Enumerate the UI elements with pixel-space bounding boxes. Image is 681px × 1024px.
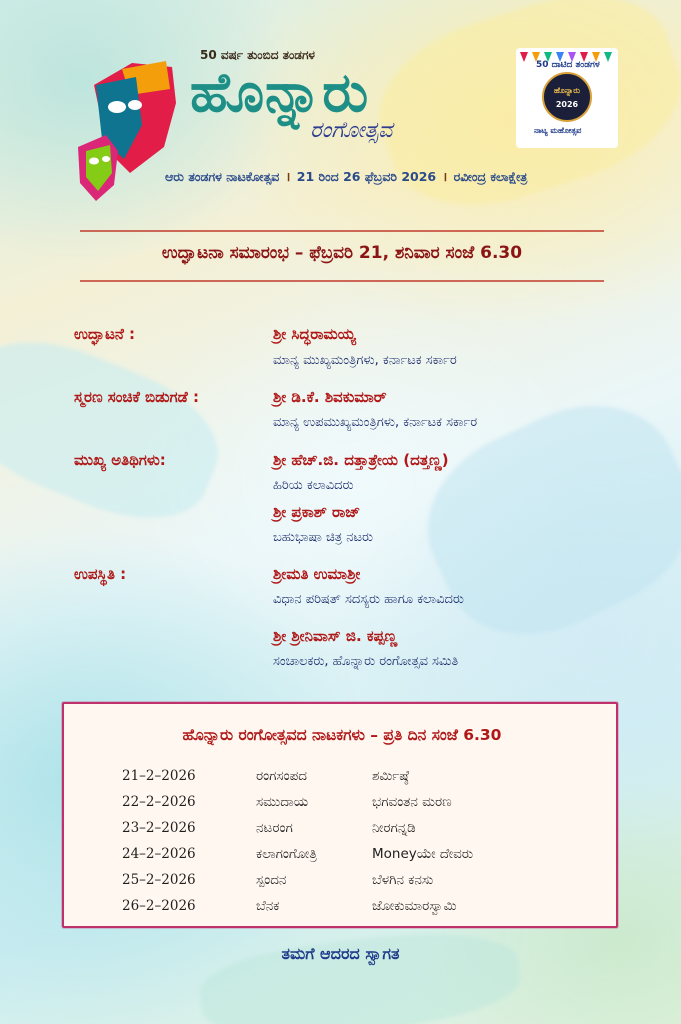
festival-detail-1: 21 ರಿಂದ 26 ಫೆಬ್ರವರಿ 2026 bbox=[296, 169, 437, 184]
guest-role: ಉಪಸ್ಥಿತಿ : bbox=[74, 565, 127, 583]
guest-desc: ಮಾನ್ಯ ಉಪಮುಖ್ಯಮಂತ್ರಿಗಳು, ಕರ್ನಾಟಕ ಸರ್ಕಾರ bbox=[273, 415, 478, 430]
festival-detail-2: ರವೀಂದ್ರ ಕಲಾಕ್ಷೇತ್ರ bbox=[453, 169, 528, 184]
plays-schedule-title: ಹೊನ್ನಾರು ರಂಗೋತ್ಸವದ ನಾಟಕಗಳು – ಪ್ರತಿ ದಿನ ಸಂಜೆ 6.30 bbox=[182, 726, 502, 744]
separator: । bbox=[285, 169, 291, 184]
guest-name: ಶ್ರೀ ಡಿ.ಕೆ. ಶಿವಕುಮಾರ್ bbox=[273, 388, 387, 406]
plays-schedule-box bbox=[62, 702, 618, 928]
play-date: 26–2–2026 bbox=[122, 898, 196, 914]
play-name: Moneyಯೇ ದೇವರು bbox=[372, 846, 474, 862]
play-name: ಭಗವಂತನ ಮರಣ bbox=[372, 794, 452, 810]
header-tagline: 50 ವರ್ಷ ತುಂಬಿದ ತಂಡಗಳ bbox=[200, 48, 315, 62]
paint-stroke bbox=[196, 924, 524, 1024]
welcome-message: ತಮಗೆ ಆದರದ ಸ್ವಾಗತ bbox=[281, 944, 400, 963]
festival-title: ಹೊನ್ನಾರು bbox=[190, 60, 370, 124]
guest-desc: ವಿಧಾನ ಪರಿಷತ್ ಸದಸ್ಯರು ಹಾಗೂ ಕಲಾವಿದರು bbox=[273, 592, 464, 607]
guest-name: ಶ್ರೀ ಪ್ರಕಾಶ್ ರಾಜ್ bbox=[273, 503, 361, 521]
play-date: 25–2–2026 bbox=[122, 872, 196, 888]
play-troupe: ಬೆನಕ bbox=[256, 898, 280, 914]
guest-name: ಶ್ರೀ ಸಿದ್ಧರಾಮಯ್ಯ bbox=[273, 325, 356, 343]
play-date: 22–2–2026 bbox=[122, 794, 196, 810]
guest-name: ಶ್ರೀಮತಿ ಉಮಾಶ್ರೀ bbox=[273, 565, 361, 583]
guest-desc: ಸಂಚಾಲಕರು, ಹೊನ್ನಾರು ರಂಗೋತ್ಸವ ಸಮಿತಿ bbox=[273, 654, 459, 669]
guest-role: ಸ್ಮರಣ ಸಂಚಿಕೆ ಬಿಡುಗಡೆ : bbox=[74, 388, 199, 406]
festival-details bbox=[165, 168, 527, 185]
guest-role: ಉದ್ಘಾಟನೆ : bbox=[74, 325, 136, 343]
badge-bottom-text: ನಾಟ್ಯ ಮಹೋತ್ಸವ bbox=[534, 126, 582, 135]
play-name: ನೀರಗನ್ನಡಿ bbox=[372, 820, 416, 836]
play-name: ಬೆಳಗಿನ ಕನಸು bbox=[372, 872, 434, 888]
badge-top-text: 50 ದಾಟಿದ ತಂಡಗಳ bbox=[536, 60, 600, 70]
festival-detail-0: ಆರು ತಂಡಗಳ ನಾಟಕೋತ್ಸವ bbox=[165, 169, 280, 184]
play-date: 23–2–2026 bbox=[122, 820, 196, 836]
guest-desc: ಬಹುಭಾಷಾ ಚಿತ್ರ ನಟರು bbox=[273, 530, 374, 545]
inauguration-heading: ಉದ್ಘಾಟನಾ ಸಮಾರಂಭ – ಫೆಬ್ರವರಿ 21, ಶನಿವಾರ ಸಂಜೆ 6.30 bbox=[161, 243, 523, 263]
play-name: ಶರ್ಮಿಷ್ಠೆ bbox=[372, 768, 410, 784]
play-date: 21–2–2026 bbox=[122, 768, 196, 784]
play-troupe: ರಂಗಸಂಪದ bbox=[256, 768, 307, 784]
guest-desc: ಹಿರಿಯ ಕಲಾವಿದರು bbox=[273, 478, 354, 493]
play-troupe: ನಟರಂಗ bbox=[256, 820, 293, 836]
badge-center-text: ಹೊನ್ನಾರು bbox=[553, 85, 581, 95]
divider-top bbox=[80, 230, 604, 232]
play-troupe: ಸಮುದಾಯ bbox=[256, 794, 309, 810]
guest-name: ಶ್ರೀ ಹೆಚ್.ಜಿ. ದತ್ತಾತ್ರೇಯ (ದತ್ತಣ್ಣ) bbox=[273, 451, 449, 469]
anniversary-badge bbox=[516, 48, 618, 148]
guest-name: ಶ್ರೀ ಶ್ರೀನಿವಾಸ್ ಜಿ. ಕಪ್ಪಣ್ಣ bbox=[273, 627, 398, 645]
festival-subtitle: ರಂಗೋತ್ಸವ bbox=[310, 118, 393, 143]
badge-emblem bbox=[542, 72, 592, 122]
play-name: ಜೋಕುಮಾರಸ್ವಾಮಿ bbox=[372, 898, 457, 914]
paint-stroke bbox=[0, 316, 237, 543]
separator: । bbox=[442, 169, 448, 184]
guest-role: ಮುಖ್ಯ ಅತಿಥಿಗಳು: bbox=[74, 451, 166, 469]
play-troupe: ಕಲಾಗಂಗೋತ್ರಿ bbox=[256, 846, 317, 862]
play-date: 24–2–2026 bbox=[122, 846, 196, 862]
guest-desc: ಮಾನ್ಯ ಮುಖ್ಯಮಂತ್ರಿಗಳು, ಕರ್ನಾಟಕ ಸರ್ಕಾರ bbox=[273, 353, 457, 368]
badge-year: 2026 bbox=[555, 99, 579, 109]
play-troupe: ಸ್ಪಂದನ bbox=[256, 872, 287, 888]
divider-bottom bbox=[80, 280, 604, 282]
